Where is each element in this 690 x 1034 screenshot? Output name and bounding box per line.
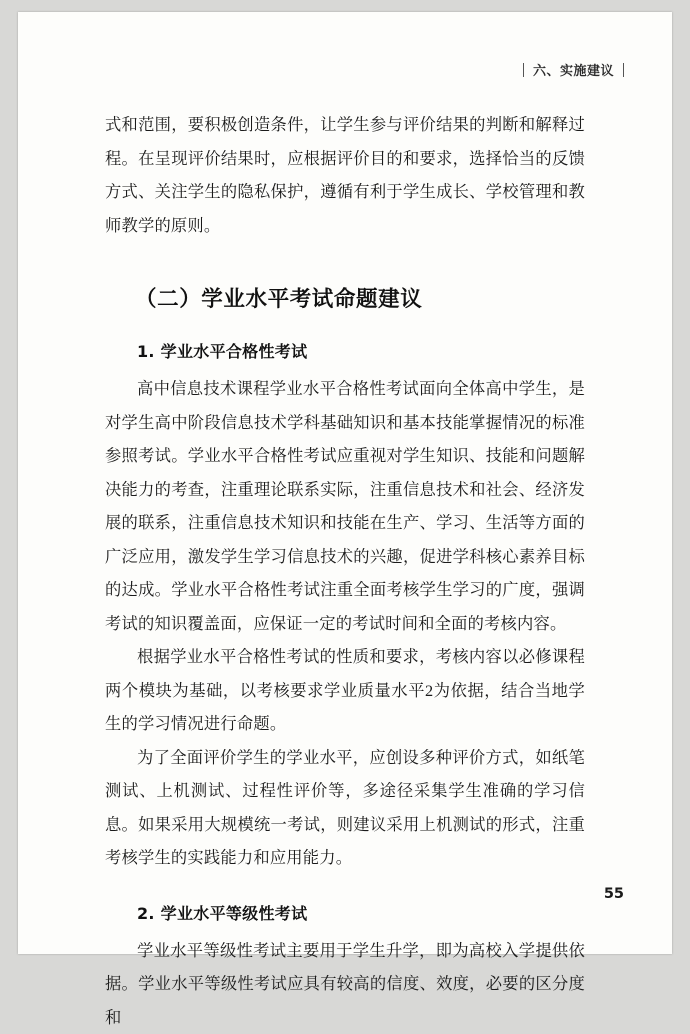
page-number: 55 bbox=[604, 886, 624, 902]
paragraph-2-1: 学业水平等级性考试主要用于学生升学，即为高校入学提供依据。学业水平等级性考试应具有较高的信度、效度，必要的区分度和 bbox=[105, 934, 585, 1034]
paragraph-1-3: 为了全面评价学生的学业水平，应创设多种评价方式，如纸笔测试、上机测试、过程性评价等，多途径采集学生准确的学习信息。如果采用大规模统一考试，则建议采用上机测试的形式，注重考核学生的实践能力和应用能力。 bbox=[105, 741, 585, 875]
document-page bbox=[18, 12, 672, 954]
paragraph-continued: 式和范围，要积极创造条件，让学生参与评价结果的判断和解释过程。在呈现评价结果时，应根据评价目的和要求，选择恰当的反馈方式、关注学生的隐私保护，遵循有利于学生成长、学校管理和教师教学的原则。 bbox=[105, 108, 585, 242]
page-content bbox=[105, 108, 585, 1034]
spacer bbox=[105, 362, 585, 372]
header-rule-left bbox=[523, 63, 524, 77]
page-inner bbox=[18, 12, 672, 954]
subsection-heading-2: 2. 学业水平等级性考试 bbox=[105, 901, 585, 924]
header-rule-right bbox=[623, 63, 624, 77]
paragraph-1-1: 高中信息技术课程学业水平合格性考试面向全体高中学生，是对学生高中阶段信息技术学科基础知识和基本技能掌握情况的标准参照考试。学业水平合格性考试应重视对学生知识、技能和问题解决能力的考查，注重理论联系实际，注重信息技术和社会、经济发展的联系，注重信息技术知识和技能在生产、学习、生活等方面的广泛应用，激发学生学习信息技术的兴趣，促进学科核心素养目标的达成。学业水平合格性考试注重全面考核学生学习的广度，强调考试的知识覆盖面，应保证一定的考试时间和全面的考核内容。 bbox=[105, 372, 585, 640]
running-header-text: 六、实施建议 bbox=[533, 60, 614, 79]
section-heading: （二）学业水平考试命题建议 bbox=[105, 282, 585, 313]
spacer bbox=[105, 875, 585, 901]
subsection-heading-1: 1. 学业水平合格性考试 bbox=[105, 339, 585, 362]
paragraph-1-2: 根据学业水平合格性考试的性质和要求，考核内容以必修课程两个模块为基础，以考核要求学业质量水平2为依据，结合当地学生的学习情况进行命题。 bbox=[105, 640, 585, 741]
spacer bbox=[105, 924, 585, 934]
running-header bbox=[523, 60, 624, 79]
spacer bbox=[105, 313, 585, 339]
spacer bbox=[105, 242, 585, 282]
